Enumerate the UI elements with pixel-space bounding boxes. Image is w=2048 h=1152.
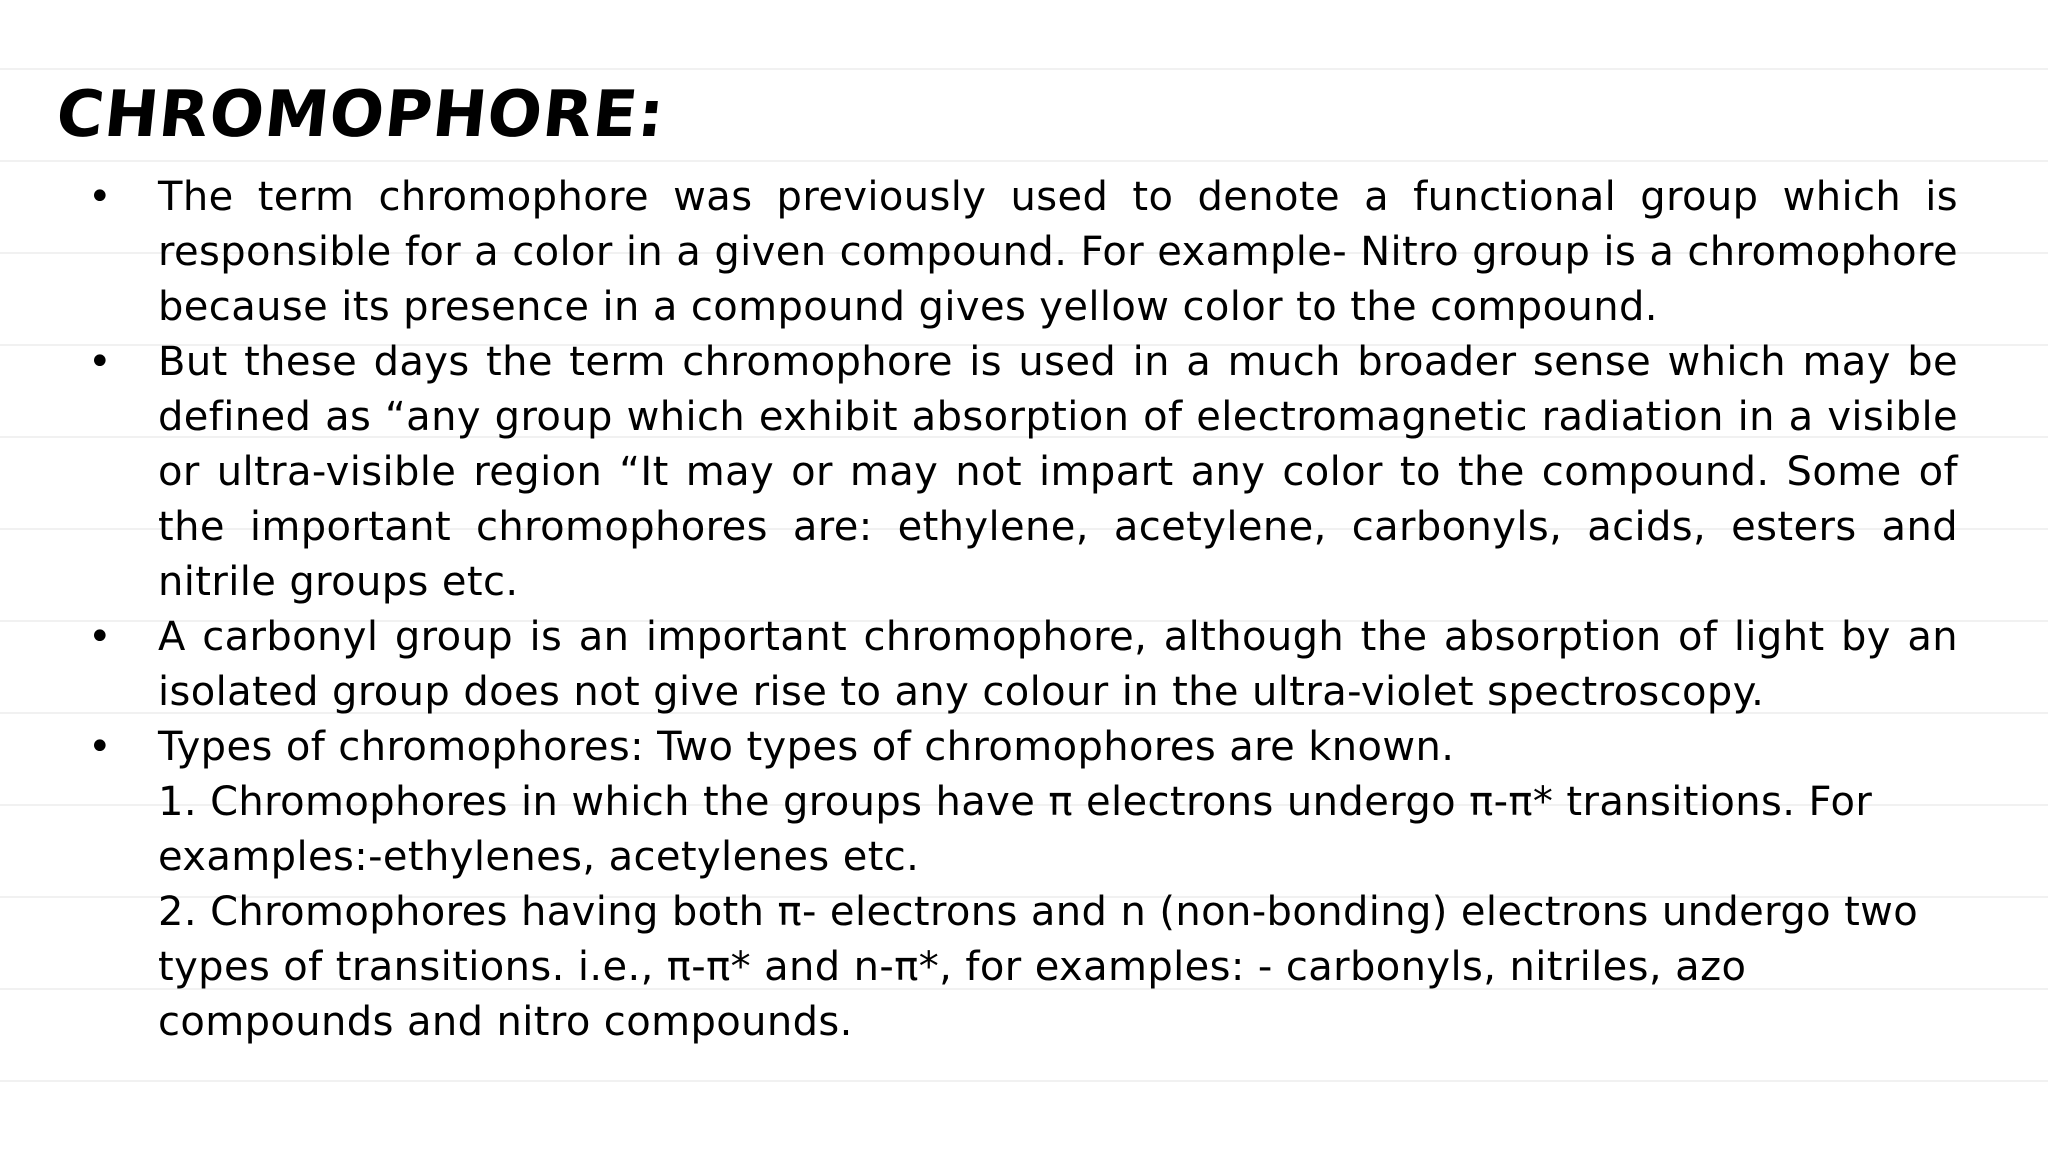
rule-line — [0, 1080, 2048, 1082]
bullet-icon: • — [88, 614, 112, 660]
page-title: CHROMOPHORE: — [52, 78, 669, 152]
list-item — [0, 170, 2048, 335]
bullet-list — [0, 170, 2048, 1050]
sub-item-text: 2. Chromophores having both π- electrons and n (non-bonding) electrons undergo two types of transitions. i.e., π-π* and n-π*, for examples: - carbonyls, nitriles, azo compounds and nitro compounds. — [158, 889, 1919, 1045]
list-item-text: The term chromophore was previously used to denote a functional group which is responsible for a color in a given compound. For example- Nitro group is a chromophore because its presence in a compound gives yellow color to the compound. — [158, 174, 1958, 330]
list-item — [0, 610, 2048, 720]
list-item-text: But these days the term chromophore is used in a much broader sense which may be defined as “any group which exhibit absorption of electromagnetic radiation in a visible or ultra-visible region “It may or may not impart any color to the compound. Some of the important chromophores are: ethylene, acetylene, carbonyls, acids, esters and nitrile groups etc. — [158, 339, 1958, 605]
list-item — [0, 335, 2048, 610]
rule-line — [0, 160, 2048, 162]
sub-item-text: 1. Chromophores in which the groups have π electrons undergo π-π* transitions. For examples:-ethylenes, acetylenes etc. — [158, 779, 1873, 880]
list-item-text: A carbonyl group is an important chromophore, although the absorption of light by an isolated group does not give rise to any colour in the ultra-violet spectroscopy. — [158, 614, 1958, 715]
list-item — [0, 720, 2048, 775]
bullet-icon: • — [88, 174, 112, 220]
bullet-icon: • — [88, 724, 112, 770]
list-item-text: Types of chromophores: Two types of chromophores are known. — [158, 724, 1455, 770]
bullet-icon: • — [88, 339, 112, 385]
